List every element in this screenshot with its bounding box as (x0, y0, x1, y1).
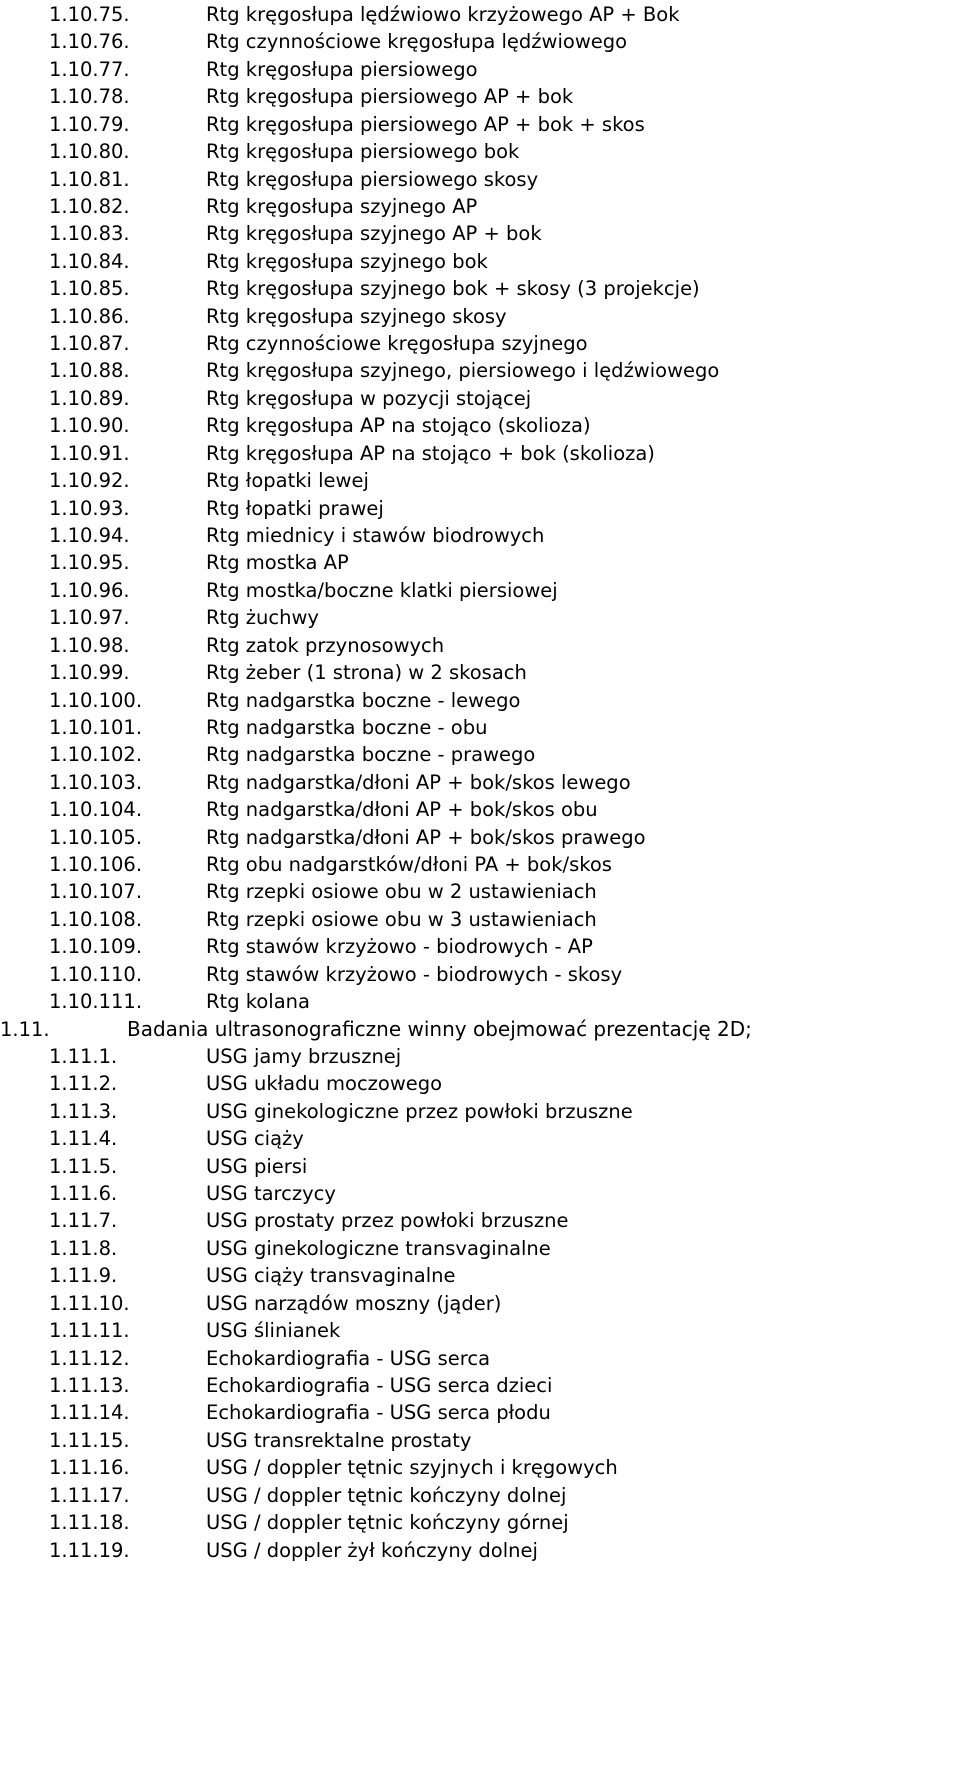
list-item (0, 1317, 960, 1344)
list-item (0, 1399, 960, 1426)
item-number: 1.10.82. (49, 194, 130, 218)
list-item (0, 851, 960, 878)
item-number: 1.10.111. (49, 990, 143, 1014)
list-item (0, 933, 960, 960)
item-number: 1.10.89. (49, 386, 130, 410)
item-text: USG ginekologiczne przez powłoki brzuszne (206, 1099, 633, 1123)
list-item (0, 1207, 960, 1234)
list-item (0, 1345, 960, 1372)
item-number: 1.10.93. (49, 496, 130, 520)
item-text: USG ginekologiczne transvaginalne (206, 1236, 551, 1260)
item-number: 1.11.6. (49, 1182, 118, 1206)
item-number: 1.10.108. (49, 907, 143, 931)
item-text: Rtg nadgarstka/dłoni AP + bok/skos prawego (206, 825, 646, 849)
section-number: 1.11. (0, 1017, 50, 1041)
list-item (0, 714, 960, 741)
list-item (0, 522, 960, 549)
item-number: 1.10.87. (49, 332, 130, 356)
item-number: 1.10.80. (49, 140, 130, 164)
item-number: 1.10.103. (49, 770, 143, 794)
item-number: 1.11.13. (49, 1374, 130, 1397)
list-item (0, 357, 960, 384)
list-item (0, 111, 960, 138)
item-text: USG tarczycy (206, 1182, 336, 1206)
item-number: 1.11.5. (49, 1154, 118, 1178)
list-item (0, 467, 960, 494)
item-text: Rtg mostka/boczne klatki piersiowej (206, 578, 558, 602)
item-number: 1.10.98. (49, 633, 130, 657)
item-number: 1.10.102. (49, 743, 143, 767)
list-item (0, 961, 960, 988)
item-number: 1.11.11. (49, 1319, 130, 1343)
item-number: 1.11.7. (49, 1209, 118, 1233)
list-item (0, 906, 960, 933)
item-number: 1.11.17. (49, 1483, 130, 1507)
item-text: Rtg kręgosłupa lędźwiowo krzyżowego AP + Bok (206, 3, 680, 26)
item-number: 1.10.95. (49, 551, 130, 575)
item-text: Rtg łopatki prawej (206, 496, 384, 520)
list-item (0, 1098, 960, 1125)
list-item (0, 988, 960, 1015)
item-text: Rtg kręgosłupa szyjnego skosy (206, 304, 507, 328)
item-number: 1.10.79. (49, 112, 130, 136)
item-text: USG narządów moszny (jąder) (206, 1291, 502, 1315)
item-text: USG prostaty przez powłoki brzuszne (206, 1209, 569, 1233)
item-text: Rtg mostka AP (206, 551, 349, 575)
item-number: 1.10.110. (49, 962, 143, 986)
list-item (0, 632, 960, 659)
list-item (0, 659, 960, 686)
item-text: Echokardiografia - USG serca (206, 1346, 491, 1370)
item-number: 1.11.3. (49, 1099, 118, 1123)
item-number: 1.11.8. (49, 1236, 118, 1260)
item-number: 1.10.91. (49, 441, 130, 465)
item-text: Rtg kręgosłupa piersiowego (206, 57, 478, 81)
list-item (0, 1372, 960, 1399)
item-number: 1.10.99. (49, 661, 130, 685)
list-item (0, 1509, 960, 1536)
list-item (0, 166, 960, 193)
item-text: Rtg nadgarstka boczne - obu (206, 715, 488, 739)
item-text: Rtg żeber (1 strona) w 2 skosach (206, 661, 527, 685)
item-text: USG ciąży transvaginalne (206, 1264, 456, 1288)
list-item (0, 1262, 960, 1289)
item-text: Rtg nadgarstka boczne - lewego (206, 688, 521, 712)
section-heading-1-11 (0, 1016, 960, 1043)
item-text: USG / doppler żył kończyny dolnej (206, 1538, 538, 1562)
item-number: 1.10.105. (49, 825, 143, 849)
list-item (0, 1454, 960, 1481)
item-number: 1.10.81. (49, 167, 130, 191)
list-item (0, 220, 960, 247)
list-item (0, 1537, 960, 1564)
item-number: 1.10.75. (49, 3, 130, 26)
item-text: Rtg łopatki lewej (206, 469, 369, 493)
list-item (0, 741, 960, 768)
item-number: 1.10.85. (49, 277, 130, 301)
item-number: 1.11.16. (49, 1456, 130, 1480)
item-text: Rtg kręgosłupa szyjnego AP + bok (206, 222, 542, 246)
item-text: USG / doppler tętnic kończyny górnej (206, 1511, 569, 1535)
item-text: Rtg kręgosłupa szyjnego AP (206, 194, 478, 218)
item-text: Rtg kręgosłupa szyjnego bok + skosy (3 projekcje) (206, 277, 700, 301)
item-text: Rtg kręgosłupa w pozycji stojącej (206, 386, 532, 410)
list-item (0, 769, 960, 796)
item-number: 1.11.4. (49, 1127, 118, 1151)
item-text: Rtg czynnościowe kręgosłupa szyjnego (206, 332, 588, 356)
list-item (0, 687, 960, 714)
item-text: Rtg kręgosłupa piersiowego AP + bok + skos (206, 112, 645, 136)
item-number: 1.11.10. (49, 1291, 130, 1315)
list-item (0, 56, 960, 83)
list-item (0, 440, 960, 467)
list-item (0, 495, 960, 522)
item-number: 1.10.77. (49, 57, 130, 81)
item-text: Rtg stawów krzyżowo - biodrowych - skosy (206, 962, 623, 986)
item-text: USG transrektalne prostaty (206, 1428, 472, 1452)
list-item (0, 1290, 960, 1317)
item-number: 1.10.88. (49, 359, 130, 383)
item-text: Rtg kręgosłupa AP na stojąco + bok (skolioza) (206, 441, 655, 465)
list-item (0, 824, 960, 851)
list-item (0, 28, 960, 55)
item-text: Rtg stawów krzyżowo - biodrowych - AP (206, 935, 593, 959)
list-item (0, 303, 960, 330)
item-number: 1.10.100. (49, 688, 143, 712)
list-item (0, 1125, 960, 1152)
item-number: 1.11.15. (49, 1428, 130, 1452)
item-number: 1.11.1. (49, 1044, 118, 1068)
list-item (0, 604, 960, 631)
list-item (0, 878, 960, 905)
item-number: 1.11.9. (49, 1264, 118, 1288)
list-item (0, 1, 960, 28)
list-item (0, 193, 960, 220)
list-item (0, 275, 960, 302)
item-number: 1.10.107. (49, 880, 143, 904)
list-item (0, 83, 960, 110)
item-text: Rtg kręgosłupa piersiowego skosy (206, 167, 539, 191)
item-number: 1.10.109. (49, 935, 143, 959)
item-number: 1.10.104. (49, 798, 143, 822)
list-item (0, 1427, 960, 1454)
item-number: 1.10.106. (49, 853, 143, 877)
list-item (0, 1180, 960, 1207)
item-number: 1.11.12. (49, 1346, 130, 1370)
item-text: Rtg kręgosłupa piersiowego AP + bok (206, 85, 574, 109)
item-number: 1.10.94. (49, 523, 130, 547)
item-text: Rtg czynnościowe kręgosłupa lędźwiowego (206, 30, 628, 54)
list-item (0, 1153, 960, 1180)
item-number: 1.10.92. (49, 469, 130, 493)
item-text: Rtg nadgarstka boczne - prawego (206, 743, 536, 767)
item-text: Rtg kręgosłupa szyjnego, piersiowego i lędźwiowego (206, 359, 720, 383)
item-number: 1.11.2. (49, 1072, 118, 1096)
item-text: USG jamy brzusznej (206, 1044, 402, 1068)
list-item (0, 1235, 960, 1262)
item-text: Rtg kręgosłupa piersiowego bok (206, 140, 520, 164)
item-text: Rtg kręgosłupa AP na stojąco (skolioza) (206, 414, 591, 438)
item-text: Rtg rzepki osiowe obu w 2 ustawieniach (206, 880, 597, 904)
item-text: Echokardiografia - USG serca płodu (206, 1401, 551, 1425)
item-text: Rtg kolana (206, 990, 310, 1014)
list-item (0, 1070, 960, 1097)
list-item (0, 1043, 960, 1070)
item-number: 1.10.83. (49, 222, 130, 246)
item-text: Rtg obu nadgarstków/dłoni PA + bok/skos (206, 853, 612, 877)
item-text: USG układu moczowego (206, 1072, 443, 1096)
item-number: 1.10.96. (49, 578, 130, 602)
item-text: Rtg kręgosłupa szyjnego bok (206, 249, 488, 273)
item-text: Echokardiografia - USG serca dzieci (206, 1374, 553, 1397)
item-number: 1.10.101. (49, 715, 143, 739)
list-item (0, 412, 960, 439)
list-item (0, 138, 960, 165)
list-item (0, 330, 960, 357)
list-item (0, 248, 960, 275)
item-number: 1.10.84. (49, 249, 130, 273)
section-title: Badania ultrasonograficzne winny obejmować prezentację 2D; (127, 1016, 752, 1041)
list-item (0, 385, 960, 412)
list-item (0, 577, 960, 604)
item-number: 1.10.97. (49, 606, 130, 630)
item-text: Rtg miednicy i stawów biodrowych (206, 523, 545, 547)
item-text: Rtg nadgarstka/dłoni AP + bok/skos obu (206, 798, 598, 822)
list-item (0, 796, 960, 823)
item-number: 1.10.90. (49, 414, 130, 438)
list-item (0, 549, 960, 576)
list-item (0, 1482, 960, 1509)
item-text: USG ciąży (206, 1127, 304, 1151)
item-text: Rtg nadgarstka/dłoni AP + bok/skos lewego (206, 770, 631, 794)
item-number: 1.10.86. (49, 304, 130, 328)
item-number: 1.11.19. (49, 1538, 130, 1562)
item-text: Rtg zatok przynosowych (206, 633, 445, 657)
item-number: 1.11.18. (49, 1511, 130, 1535)
item-text: USG piersi (206, 1154, 308, 1178)
item-number: 1.10.78. (49, 85, 130, 109)
item-text: USG / doppler tętnic szyjnych i kręgowych (206, 1456, 618, 1480)
item-text: Rtg rzepki osiowe obu w 3 ustawieniach (206, 907, 597, 931)
item-text: USG / doppler tętnic kończyny dolnej (206, 1483, 567, 1507)
item-number: 1.10.76. (49, 30, 130, 54)
item-number: 1.11.14. (49, 1401, 130, 1425)
item-text: USG ślinianek (206, 1319, 341, 1343)
item-text: Rtg żuchwy (206, 606, 319, 630)
